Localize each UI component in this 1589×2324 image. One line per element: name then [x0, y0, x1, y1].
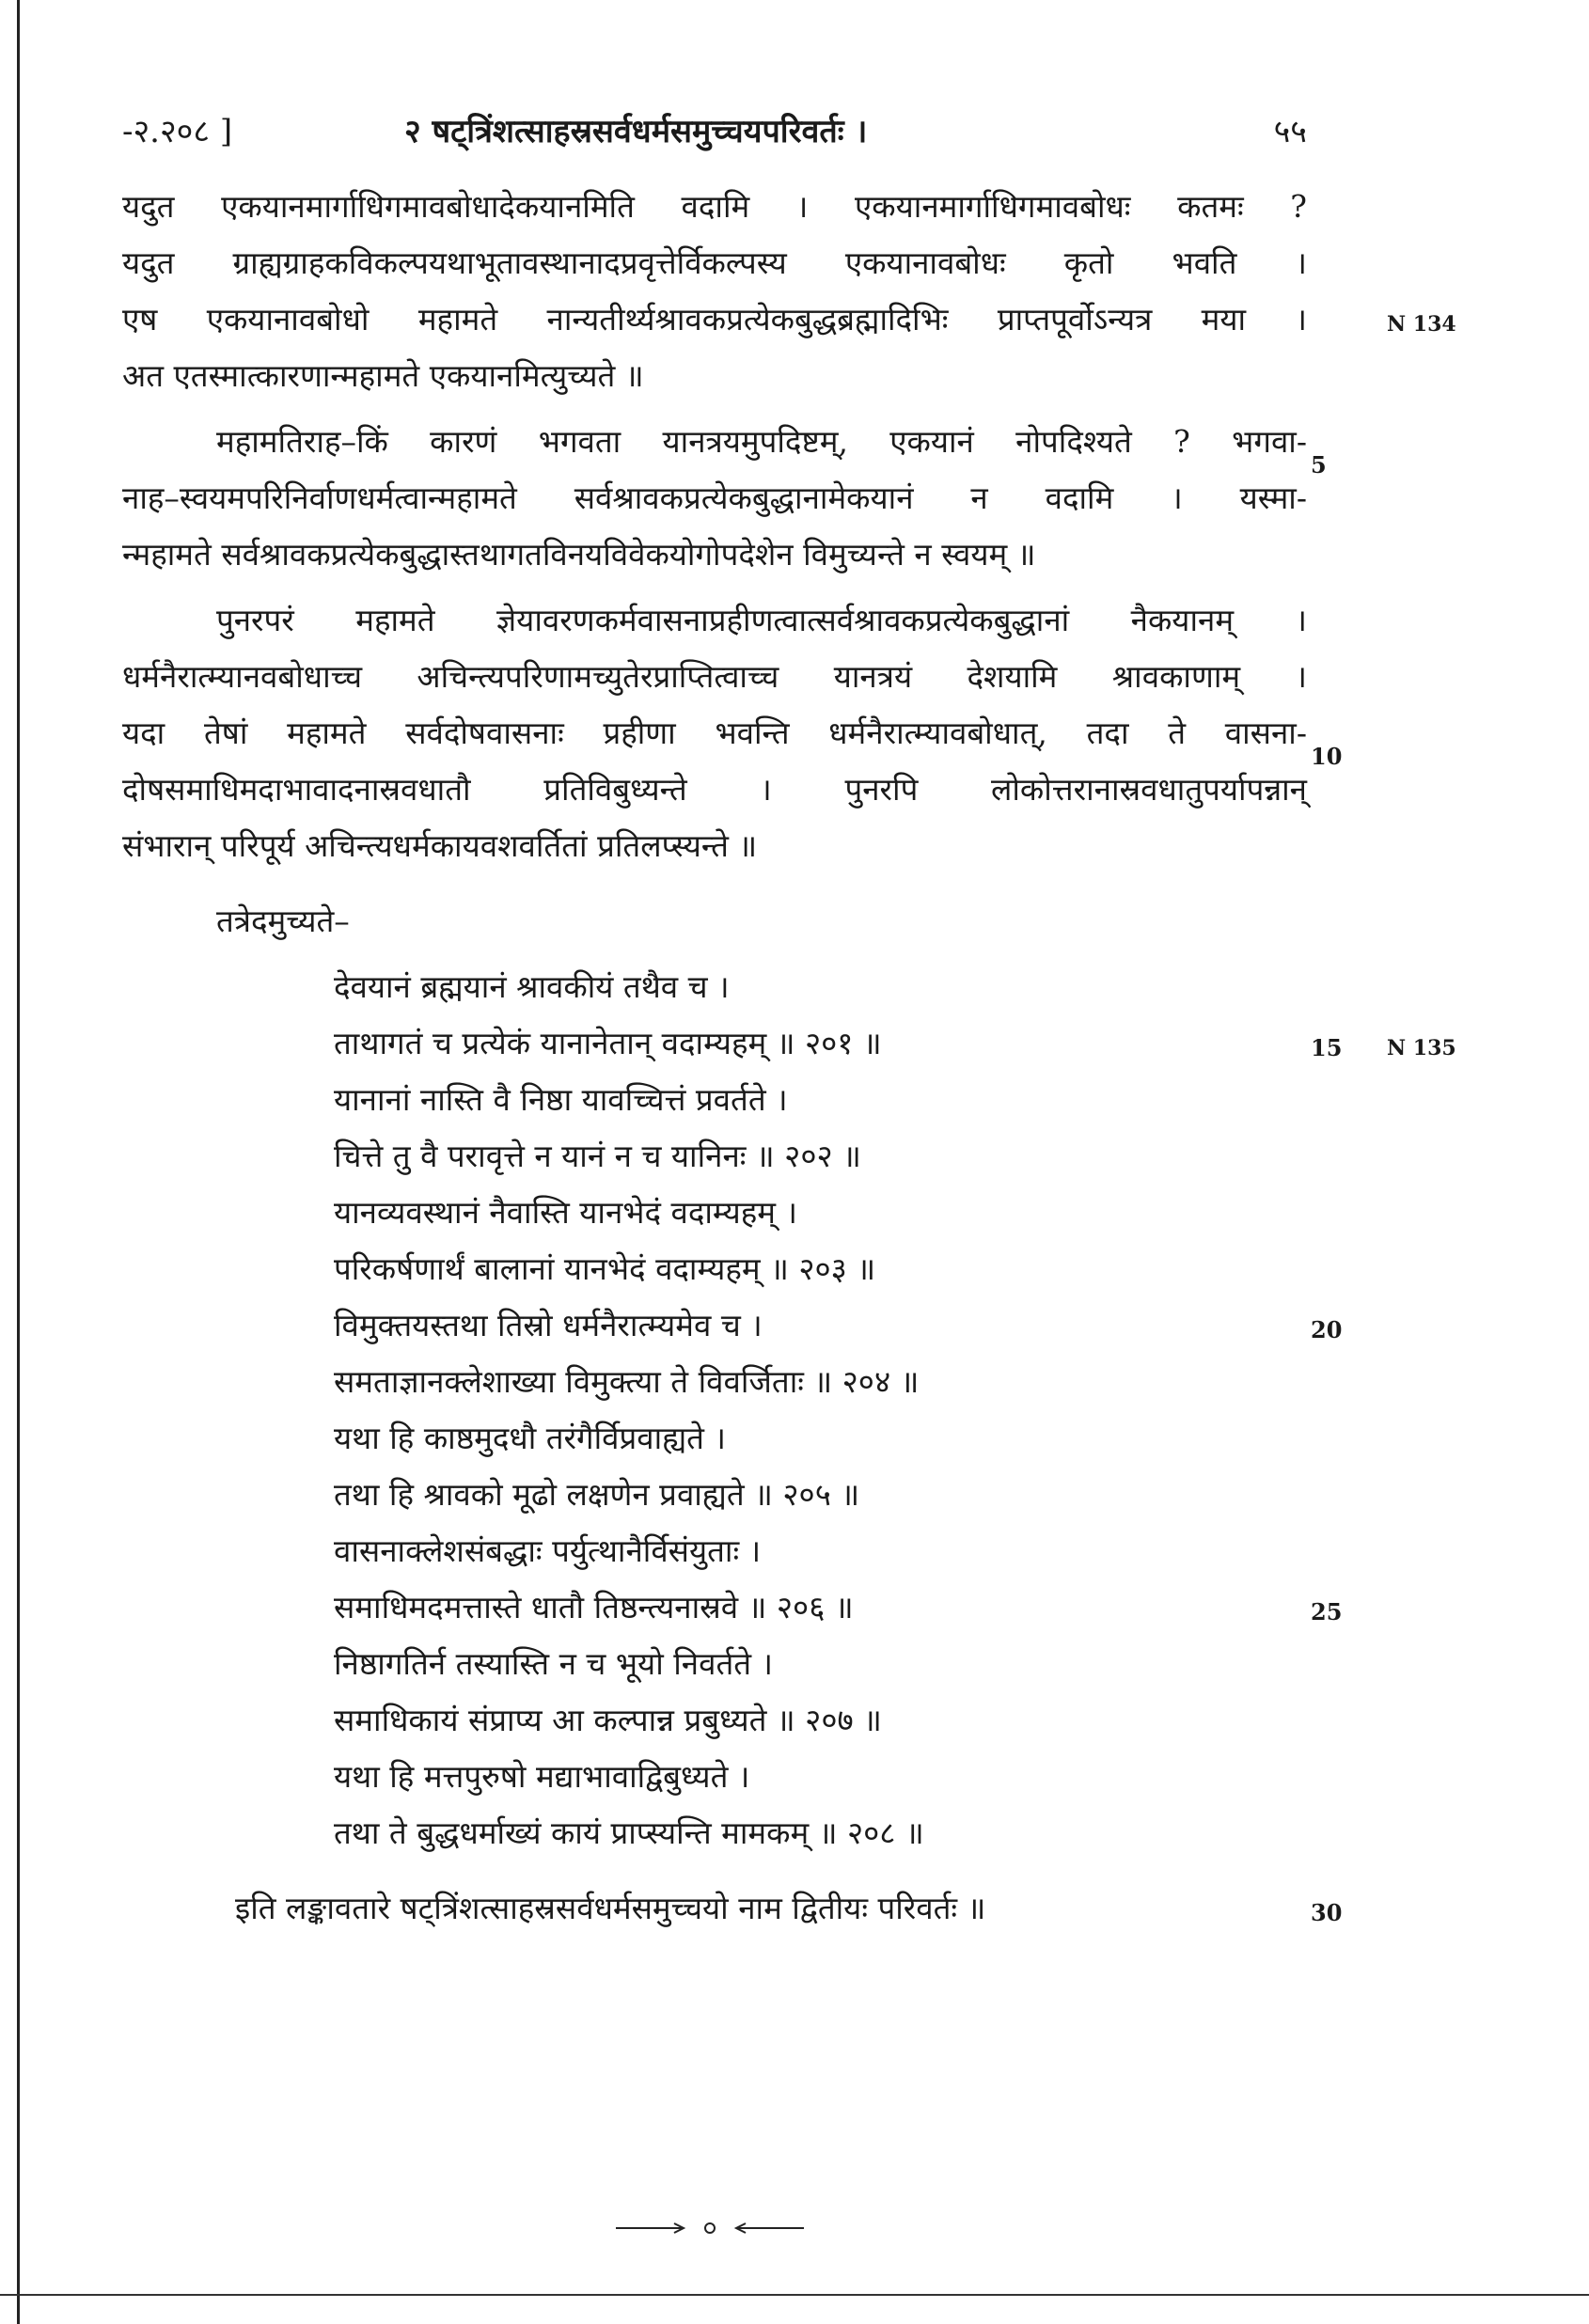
- verse-line: यानव्यवस्थानं नैवास्ति यानभेदं वदाम्यहम् ।: [334, 1194, 798, 1231]
- running-header: [122, 108, 1307, 165]
- text-line: अत एतस्मात्कारणान्महामते एकयानमित्युच्यते ॥: [122, 357, 644, 394]
- verse-line: परिकर्षणार्थं बालानां यानभेदं वदाम्यहम् ॥ २०३ ॥: [334, 1250, 876, 1287]
- text-line: महामतिराह–किं कारणं भगवता यानत्रयमुपदिष्टम्, एकयानं नोपदिश्यते ? भगवा-: [216, 423, 1307, 460]
- verse-line: तथा हि श्रावको मूढो लक्षणेन प्रवाह्यते ॥ २०५ ॥: [334, 1476, 860, 1513]
- text-line: संभारान् परिपूर्य अचिन्त्यधर्मकायवशवर्तितां प्रतिलप्स्यन्ते ॥: [122, 827, 758, 864]
- verse-line: देवयानं ब्रह्मयानं श्रावकीयं तथैव च ।: [334, 968, 730, 1005]
- manuscript-ref: N 134: [1387, 312, 1456, 337]
- verse-line: निष्ठागतिर्न तस्यास्ति न च भूयो निवर्तते ।: [334, 1645, 774, 1682]
- text-line: यदुत ग्राह्यग्राहकविकल्पयथाभूतावस्थानादप्रवृत्तेर्विकल्पस्य एकयानावबोधः कृतो भवति ।: [122, 244, 1307, 281]
- text-line: यदा तेषां महामते सर्वदोषवासनाः प्रहीणा भवन्ति धर्मनैरात्म्यावबोधात्, तदा ते वासना-: [122, 714, 1307, 751]
- verse-line: समाधिमदमत्तास्ते धातौ तिष्ठन्त्यनास्रवे ॥ २०६ ॥: [334, 1589, 854, 1625]
- verse-line: समाधिकायं संप्राप्य आ कल्पान्न प्रबुध्यते ॥ २०७ ॥: [334, 1702, 882, 1738]
- end-ornament-icon: [616, 2219, 804, 2238]
- chapter-colophon: इति लङ्कावतारे षट्त्रिंशत्साहस्रसर्वधर्मसमुच्चयो नाम द्वितीयः परिवर्तः ॥: [235, 1890, 986, 1926]
- bottom-rule: [0, 2294, 1589, 2296]
- text-line: दोषसमाधिमदाभावादनास्रवधातौ प्रतिविबुध्यन्ते । पुनरपि लोकोत्तरानास्रवधातुपर्यापन्नान्: [122, 771, 1307, 808]
- text-line: यदुत एकयानमार्गाधिगमावबोधादेकयानमिति वदामि । एकयानमार्गाधिगमावबोधः कतमः ?: [122, 188, 1307, 225]
- page-number: ५५: [1273, 113, 1307, 150]
- line-number: 5: [1311, 451, 1327, 479]
- verse-intro: तत्रेदमुच्यते–: [216, 903, 350, 939]
- line-number: 30: [1311, 1899, 1343, 1926]
- text-line: न्महामते सर्वश्रावकप्रत्येकबुद्धास्तथागतविनयविवेकयोगोपदेशेन विमुच्यन्ते न स्वयम् ॥: [122, 536, 1036, 573]
- text-line: नाह–स्वयमपरिनिर्वाणधर्मत्वान्महामते सर्वश्रावकप्रत्येकबुद्धानामेकयानं न वदामि । यस्मा-: [122, 479, 1307, 516]
- line-number: 10: [1311, 743, 1343, 770]
- line-number: 25: [1311, 1598, 1343, 1625]
- header-section-ref: -२.२०८ ]: [122, 113, 233, 150]
- verse-line: यथा हि काष्ठमुदधौ तरंगैर्विप्रवाह्यते ।: [334, 1420, 726, 1456]
- line-number: 20: [1311, 1316, 1343, 1343]
- header-chapter-title: २ षट्त्रिंशत्साहस्रसर्वधर्मसमुच्चयपरिवर्तः ।: [404, 113, 868, 150]
- text-line: पुनरपरं महामते ज्ञेयावरणकर्मवासनाप्रहीणत्वात्सर्वश्रावकप्रत्येकबुद्धानां नैकयानम् ।: [216, 602, 1307, 638]
- text-line: एष एकयानावबोधो महामते नान्यतीर्थ्यश्रावकप्रत्येकबुद्धब्रह्मादिभिः प्राप्तपूर्वोऽन्यत्र मया ।: [122, 301, 1307, 338]
- verse-line: विमुक्तयस्तथा तिस्रो धर्मनैरात्म्यमेव च ।: [334, 1307, 763, 1343]
- verse-line: यथा हि मत्तपुरुषो मद्याभावाद्विबुध्यते ।: [334, 1758, 750, 1795]
- verse-line: तथा ते बुद्धधर्माख्यं कायं प्राप्स्यन्ति मामकम् ॥ २०८ ॥: [334, 1814, 924, 1851]
- verse-line: चित्ते तु वै परावृत्ते न यानं न च यानिनः ॥ २०२ ॥: [334, 1138, 861, 1174]
- manuscript-ref: N 135: [1387, 1036, 1456, 1060]
- line-number: 15: [1311, 1034, 1343, 1061]
- verse-line: ताथागतं च प्रत्येकं यानानेतान् वदाम्यहम् ॥ २०१ ॥: [334, 1025, 882, 1061]
- text-line: धर्मनैरात्म्यानवबोधाच्च अचिन्त्यपरिणामच्युतेरप्राप्तित्वाच्च यानत्रयं देशयामि श्रावकाणाम् ।: [122, 658, 1307, 695]
- verse-line: यानानां नास्ति वै निष्ठा यावच्चित्तं प्रवर्तते ।: [334, 1081, 788, 1118]
- verse-line: समताज्ञानक्लेशाख्या विमुक्त्या ते विवर्जिताः ॥ २०४ ॥: [334, 1363, 920, 1400]
- left-margin-rule: [17, 0, 20, 2324]
- verse-line: वासनाक्लेशसंबद्धाः पर्युत्थानैर्विसंयुताः ।: [334, 1532, 762, 1569]
